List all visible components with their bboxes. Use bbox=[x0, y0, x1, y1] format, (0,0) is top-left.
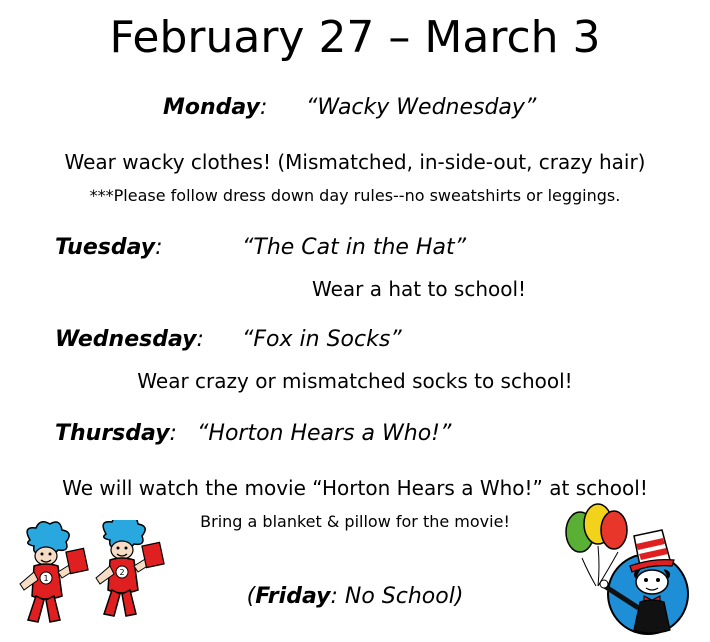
thursday-theme: “Horton Hears a Who!” bbox=[197, 421, 452, 446]
thing-one-icon bbox=[20, 522, 88, 622]
wednesday-heading bbox=[55, 327, 204, 352]
monday-label: Monday bbox=[163, 95, 260, 120]
tuesday-colon: : bbox=[155, 235, 163, 260]
friday-rest: No School) bbox=[337, 584, 464, 609]
monday-theme: “Wacky Wednesday” bbox=[306, 95, 537, 120]
friday-label: Friday bbox=[255, 584, 331, 609]
tuesday-description: Wear a hat to school! bbox=[312, 277, 527, 301]
thing-one-thing-two-icon bbox=[10, 520, 170, 635]
wednesday-theme: “Fox in Socks” bbox=[242, 327, 402, 352]
monday-note: ***Please follow dress down day rules--no sweatshirts or leggings. bbox=[89, 186, 621, 205]
tuesday-heading bbox=[55, 235, 163, 260]
thursday-heading bbox=[55, 421, 177, 446]
wednesday-colon: : bbox=[196, 327, 204, 352]
tuesday-theme: “The Cat in the Hat” bbox=[242, 235, 466, 260]
thursday-label: Thursday bbox=[55, 421, 170, 446]
thursday-colon: : bbox=[169, 421, 177, 446]
tuesday-label: Tuesday bbox=[55, 235, 156, 260]
monday-heading bbox=[163, 95, 267, 120]
page-title: February 27 – March 3 bbox=[109, 12, 601, 63]
monday-description: Wear wacky clothes! (Mismatched, in-side-out, crazy hair) bbox=[64, 150, 646, 174]
svg-text:1: 1 bbox=[43, 574, 49, 583]
cat-in-hat-balloons-icon bbox=[562, 502, 702, 637]
wednesday-description: Wear crazy or mismatched socks to school! bbox=[137, 369, 573, 393]
thing-two-icon bbox=[96, 520, 164, 616]
thursday-description: We will watch the movie “Horton Hears a Who!” at school! bbox=[62, 476, 648, 500]
thursday-note: Bring a blanket & pillow for the movie! bbox=[200, 512, 510, 531]
wednesday-label: Wednesday bbox=[55, 327, 197, 352]
monday-colon: : bbox=[259, 95, 268, 120]
red-balloon-icon bbox=[601, 511, 627, 549]
svg-text:2: 2 bbox=[119, 568, 125, 577]
friday-colon: : bbox=[330, 584, 338, 609]
friday-open-paren: ( bbox=[246, 584, 256, 609]
